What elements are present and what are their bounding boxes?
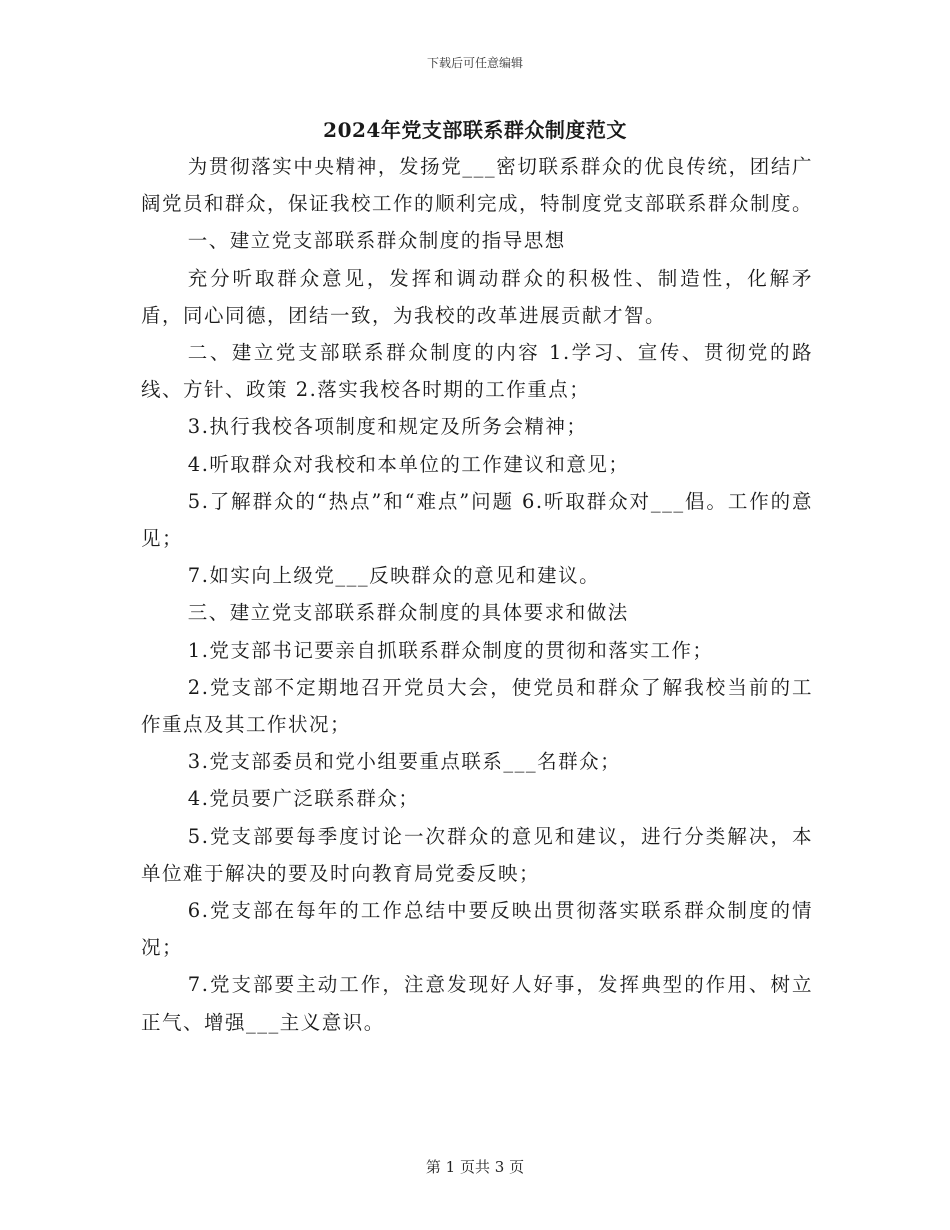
section-heading: 三、建立党支部联系群众制度的具体要求和做法 <box>187 601 629 625</box>
page-footer: 第 1 页共 3 页 <box>425 1158 525 1176</box>
list-item: 6.党支部在每年的工作总结中要反映出贯彻落实联系群众制度的情况； <box>141 899 813 960</box>
list-item: 1.党支部书记要亲自抓联系群众制度的贯彻和落实工作； <box>187 638 714 662</box>
list-item: 3.执行我校各项制度和规定及所务会精神； <box>187 415 588 439</box>
header-note: 下载后可任意编辑 <box>426 56 523 70</box>
section-heading: 一、建立党支部联系群众制度的指导思想 <box>187 229 566 253</box>
section-heading: 二、建立党支部联系群众制度的内容 1.学习、宣传、贯彻党的路线、方针、政策 2.落实我校各时期的工作重点； <box>141 341 813 402</box>
list-item: 7.如实向上级党___反映群众的意见和建议。 <box>187 564 601 588</box>
list-item: 4.党员要广泛联系群众； <box>187 787 420 811</box>
paragraph: 为贯彻落实中央精神，发扬党___密切联系群众的优良传统，团结广阔党员和群众，保证我校工作的顺利完成，特制度党支部联系群众制度。 <box>141 155 814 216</box>
list-item: 2.党支部不定期地召开党员大会，使党员和群众了解我校当前的工作重点及其工作状况； <box>141 675 813 737</box>
paragraph: 充分听取群众意见，发挥和调动群众的积极性、制造性，化解矛盾，同心同德，团结一致，为我校的改革进展贡献才智。 <box>141 266 813 327</box>
list-item: 5.党支部要每季度讨论一次群众的意见和建议，进行分类解决，本单位难于解决的要及时向教育局党委反映； <box>141 824 813 885</box>
list-item: 4.听取群众对我校和本单位的工作建议和意见； <box>187 452 630 476</box>
list-item: 7.党支部要主动工作，注意发现好人好事，发挥典型的作用、树立正气、增强___主义意识。 <box>141 973 813 1034</box>
list-item: 5.了解群众的“热点”和“难点”问题 6.听取群众对___倡。工作的意见； <box>141 489 813 551</box>
document-title: 2024年党支部联系群众制度范文 <box>323 118 627 142</box>
document-body <box>141 148 813 1041</box>
list-item: 3.党支部委员和党小组要重点联系___名群众； <box>187 750 622 774</box>
